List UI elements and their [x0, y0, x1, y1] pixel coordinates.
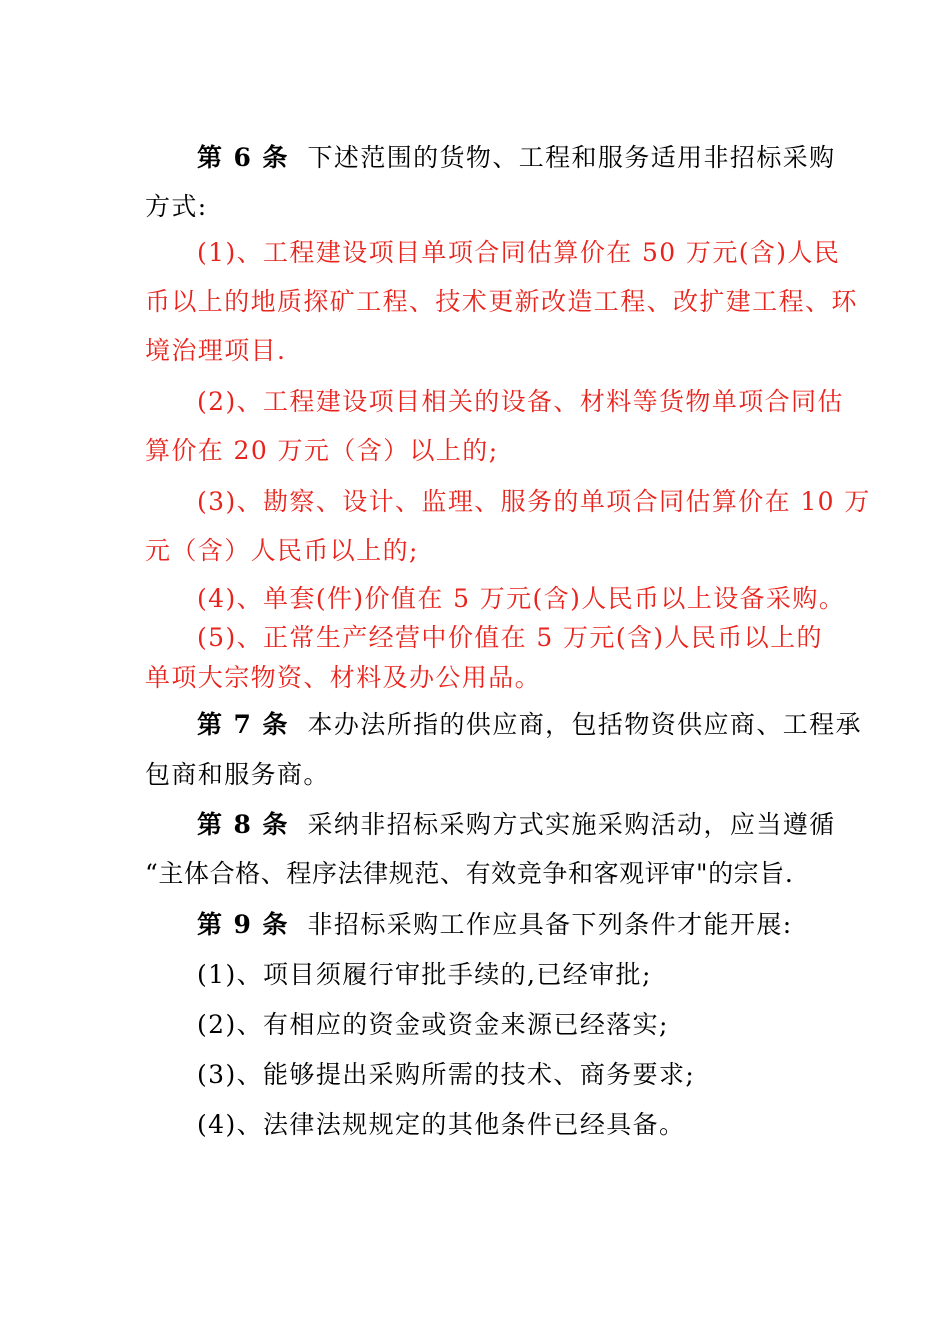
- article-7: [145, 700, 862, 800]
- article-6-item-4: [145, 578, 846, 620]
- item-line: (2)、工程建设项目相关的设备、材料等货物单项合同估: [197, 387, 844, 416]
- article-8: [145, 800, 836, 898]
- article-8-text: 采纳非招标采购方式实施采购活动，应当遵循: [307, 810, 836, 839]
- item-line: (3)、勘察、设计、监理、服务的单项合同估算价在 10 万: [197, 487, 871, 516]
- item-line: 单项大宗物资、材料及办公用品。: [145, 663, 542, 692]
- item-line: 元（含）人民币以上的;: [145, 536, 419, 565]
- article-9-text: 非招标采购工作应具备下列条件才能开展:: [307, 910, 793, 939]
- article-9: [145, 900, 810, 1150]
- article-6-heading: 第 6 条: [197, 143, 289, 172]
- article-6-item-3: [145, 477, 871, 575]
- article-6-item-5: [145, 618, 823, 698]
- article-7-line-2: 包商和服务商。: [145, 760, 330, 789]
- article-8-line-1: [145, 800, 836, 849]
- article-9-heading: 第 9 条: [197, 910, 289, 939]
- article-9-item-3: (3)、能够提出采购所需的技术、商务要求;: [197, 1060, 696, 1089]
- article-8-line-2: “主体合格、程序法律规范、有效竞争和客观评审"的宗旨.: [145, 859, 794, 888]
- article-7-line-1: [145, 700, 862, 750]
- article-6-item-1: [145, 228, 858, 375]
- article-6: [145, 133, 836, 231]
- item-line: (4)、单套(件)价值在 5 万元(含)人民币以上设备采购。: [197, 584, 846, 613]
- article-8-heading: 第 8 条: [197, 810, 289, 839]
- item-line: 境治理项目.: [145, 336, 287, 365]
- article-9-item-1: (1)、项目须履行审批手续的,已经审批;: [197, 960, 652, 989]
- item-line: 币以上的地质探矿工程、技术更新改造工程、改扩建工程、环: [145, 287, 858, 316]
- item-line: (1)、工程建设项目单项合同估算价在 50 万元(含)人民: [197, 238, 841, 267]
- article-7-heading: 第 7 条: [197, 710, 289, 739]
- item-line: 算价在 20 万元（含）以上的;: [145, 436, 499, 465]
- article-6-item-2: [145, 377, 844, 475]
- article-6-line-1: [145, 133, 836, 182]
- item-line: (5)、正常生产经营中价值在 5 万元(含)人民币以上的: [197, 623, 823, 652]
- article-6-line-2: 方式:: [145, 192, 208, 221]
- article-7-text: 本办法所指的供应商，包括物资供应商、工程承: [307, 710, 862, 739]
- article-9-item-2: (2)、有相应的资金或资金来源已经落实;: [197, 1010, 669, 1039]
- article-9-line-1: [145, 900, 810, 950]
- article-6-text: 下述范围的货物、工程和服务适用非招标采购: [307, 143, 836, 172]
- article-9-item-4: (4)、法律法规规定的其他条件已经具备。: [197, 1110, 686, 1139]
